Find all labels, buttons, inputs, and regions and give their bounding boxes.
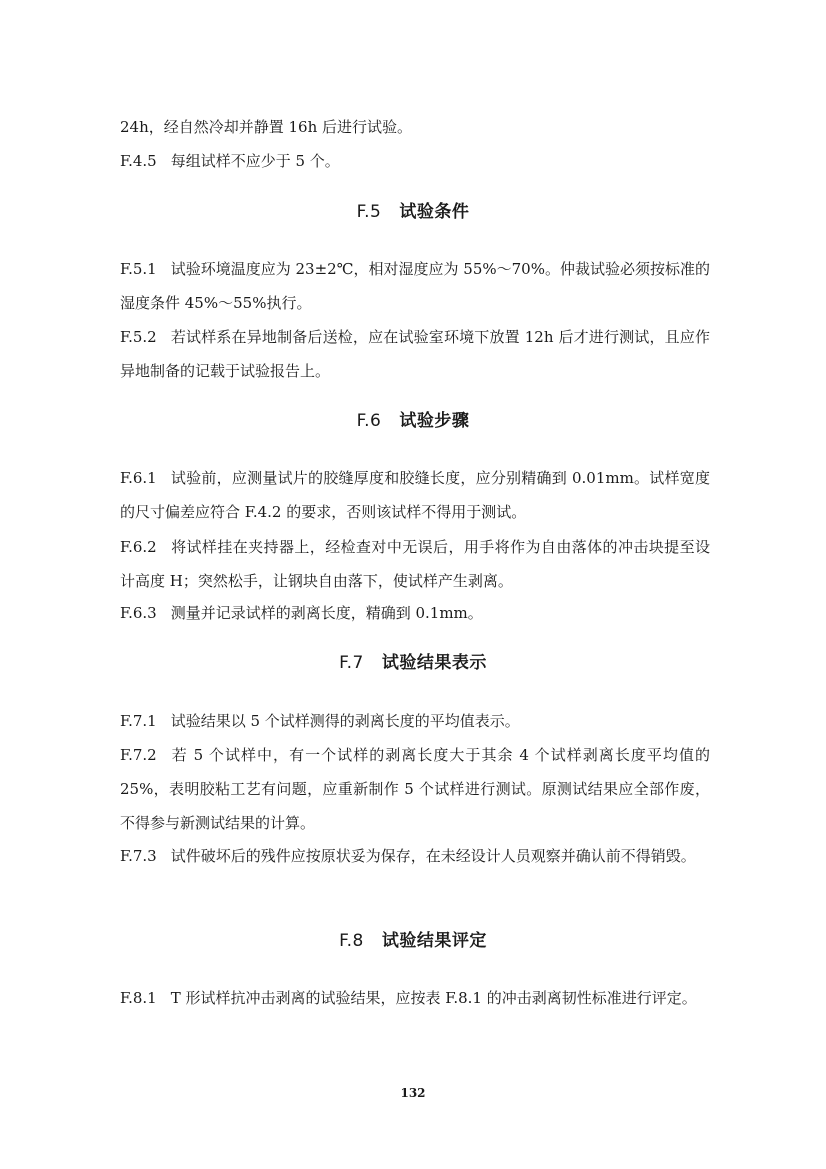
clause-f51 bbox=[120, 252, 710, 320]
page-number: 132 bbox=[400, 1086, 426, 1100]
section-title: 试验结果表示 bbox=[381, 653, 487, 673]
continuation-line bbox=[120, 110, 710, 144]
clause-text: 试件破坏后的残件应按原状妥为保存，在未经设计人员观察并确认前不得销毁。 bbox=[170, 847, 696, 865]
clause-f72 bbox=[120, 738, 710, 840]
section-number: F.5 bbox=[356, 202, 382, 222]
clause-number: F.5.1 bbox=[120, 260, 157, 278]
continuation-text: 24h，经自然冷却并静置 16h 后进行试验。 bbox=[120, 118, 413, 136]
section-heading-f5 bbox=[0, 200, 826, 224]
clause-number: F.7.2 bbox=[120, 746, 157, 764]
section-heading-f7 bbox=[0, 651, 826, 675]
section-heading-f6 bbox=[0, 409, 826, 433]
clause-text: 试验环境温度应为 23±2℃，相对湿度应为 55%～70%。仲裁试验必须按标准的湿度条件 45%～55%执行。 bbox=[120, 260, 710, 312]
clause-number: F.7.1 bbox=[120, 712, 157, 730]
clause-text: 若 5 个试样中，有一个试样的剥离长度大于其余 4 个试样剥离长度平均值的 25%，表明胶粘工艺有问题，应重新制作 5 个试样进行测试。原测试结果应全部作废，不得参与新测试结果的计算。 bbox=[120, 746, 710, 832]
clause-text: T 形试样抗冲击剥离的试验结果，应按表 F.8.1 的冲击剥离韧性标准进行评定。 bbox=[170, 989, 697, 1007]
clause-number: F.6.2 bbox=[120, 538, 157, 556]
clause-f52 bbox=[120, 320, 710, 388]
clause-number: F.4.5 bbox=[120, 152, 157, 170]
clause-text: 若试样系在异地制备后送检，应在试验室环境下放置 12h 后才进行测试，且应作异地制备的记载于试验报告上。 bbox=[120, 328, 710, 380]
clause-text: 试验前，应测量试片的胶缝厚度和胶缝长度，应分别精确到 0.01mm。试样宽度的尺寸偏差应符合 F.4.2 的要求，否则该试样不得用于测试。 bbox=[120, 469, 710, 521]
clause-f61 bbox=[120, 461, 710, 529]
clause-number: F.6.3 bbox=[120, 604, 157, 622]
clause-f71 bbox=[120, 704, 710, 738]
clause-text: 试验结果以 5 个试样测得的剥离长度的平均值表示。 bbox=[170, 712, 520, 730]
clause-number: F.7.3 bbox=[120, 847, 157, 865]
clause-text: 每组试样不应少于 5 个。 bbox=[170, 152, 340, 170]
section-number: F.8 bbox=[339, 931, 364, 951]
clause-number: F.8.1 bbox=[120, 989, 157, 1007]
clause-text: 将试样挂在夹持器上，经检查对中无误后，用手将作为自由落体的冲击块提至设计高度 H；突然松手，让钢块自由落下，使试样产生剥离。 bbox=[120, 538, 710, 590]
clause-f45 bbox=[120, 144, 710, 178]
clause-f81 bbox=[120, 981, 710, 1015]
clause-number: F.6.1 bbox=[120, 469, 157, 487]
section-title: 试验条件 bbox=[399, 202, 470, 222]
section-title: 试验步骤 bbox=[399, 411, 470, 431]
section-number: F.7 bbox=[339, 653, 364, 673]
clause-f62 bbox=[120, 530, 710, 598]
section-title: 试验结果评定 bbox=[381, 931, 487, 951]
section-heading-f8 bbox=[0, 929, 826, 953]
section-number: F.6 bbox=[356, 411, 382, 431]
clause-text: 测量并记录试样的剥离长度，精确到 0.1mm。 bbox=[170, 604, 483, 622]
clause-f73 bbox=[120, 839, 710, 873]
clause-number: F.5.2 bbox=[120, 328, 157, 346]
clause-f63 bbox=[120, 596, 710, 630]
